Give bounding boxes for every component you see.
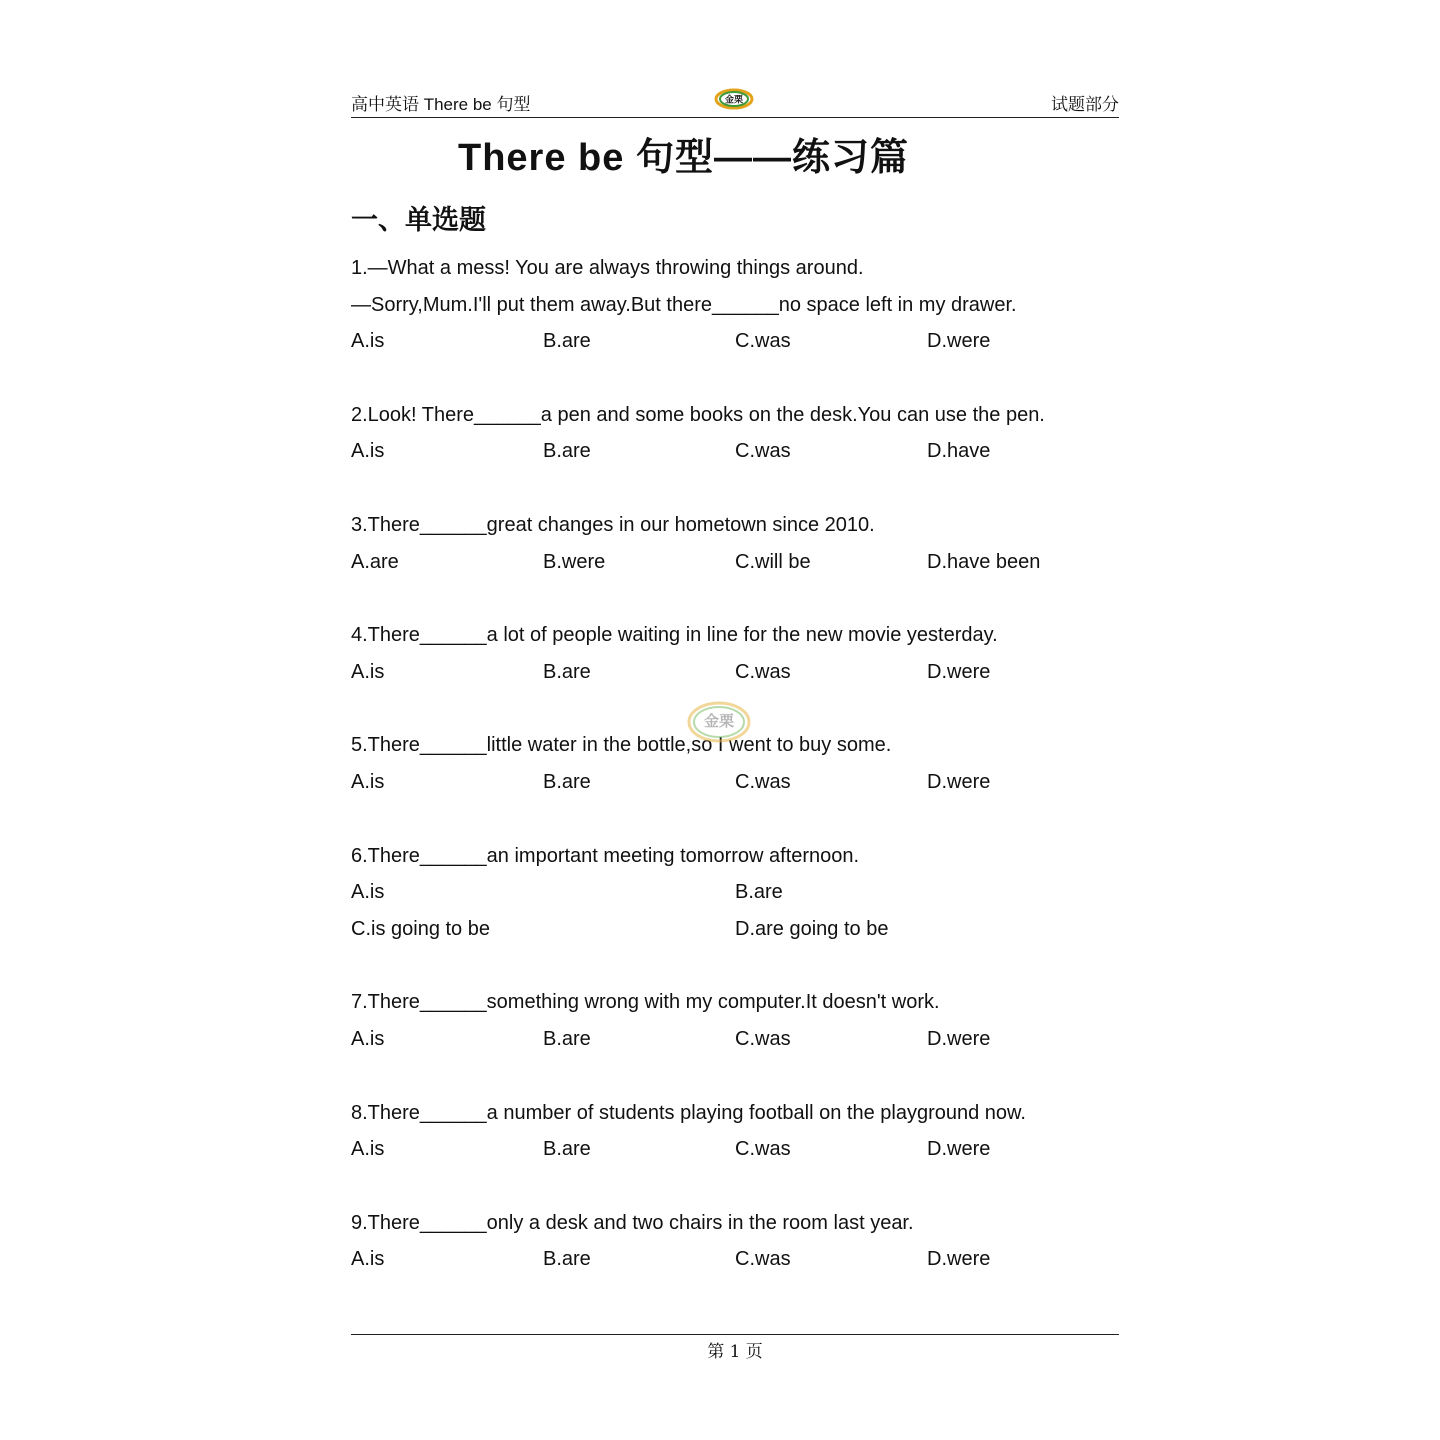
answer-option: A.is — [351, 1138, 385, 1161]
answer-options — [351, 654, 1119, 691]
answer-options — [351, 1021, 1119, 1058]
answer-option: C.was — [735, 330, 791, 353]
watermark-logo-icon — [686, 700, 752, 744]
answer-option: D.have — [927, 440, 991, 463]
question-text: —Sorry,Mum.I'll put them away.But there______no space left in my drawer. — [351, 293, 1017, 316]
answer-option: C.is going to be — [351, 917, 490, 940]
answer-option: D.were — [927, 1248, 991, 1271]
answer-option: B.are — [543, 1027, 591, 1050]
answer-option: A.is — [351, 330, 385, 353]
document-page — [351, 80, 1119, 1271]
question-item — [351, 1095, 1119, 1168]
footer-divider — [351, 1334, 1119, 1335]
answer-option: D.were — [927, 1027, 991, 1050]
answer-option: A.is — [351, 1027, 385, 1050]
answer-option: B.are — [543, 1138, 591, 1161]
question-text: 9.There______only a desk and two chairs in the room last year. — [351, 1211, 914, 1234]
question-text: 1.—What a mess! You are always throwing things around. — [351, 257, 864, 279]
page-title: There be 句型——练习篇 — [458, 137, 909, 179]
answer-options — [351, 1131, 1119, 1168]
answer-option: D.were — [927, 660, 991, 683]
answer-option: C.was — [735, 770, 791, 793]
answer-option: A.is — [351, 770, 385, 793]
question-item — [351, 838, 1119, 948]
svg-text:金栗: 金栗 — [703, 712, 735, 730]
answer-options — [351, 433, 1119, 470]
answer-option: C.was — [735, 440, 791, 463]
page-number: 第 1 页 — [707, 1342, 763, 1362]
question-text: 7.There______something wrong with my computer.It doesn't work. — [351, 991, 940, 1014]
answer-option: D.were — [927, 770, 991, 793]
answer-options — [351, 323, 1119, 360]
question-text: 8.There______a number of students playing football on the playground now. — [351, 1101, 1026, 1124]
answer-option: D.have been — [927, 550, 1041, 573]
answer-option: A.is — [351, 1248, 385, 1271]
question-text: 6.There______an important meeting tomorrow afternoon. — [351, 844, 860, 867]
answer-option: C.was — [735, 1248, 791, 1271]
question-item — [351, 507, 1119, 580]
answer-option: D.are going to be — [735, 917, 889, 940]
answer-option: D.were — [927, 1138, 991, 1161]
section-heading: 一、单选题 — [351, 205, 486, 236]
question-list — [351, 250, 1119, 1315]
question-item — [351, 984, 1119, 1057]
question-text: 5.There______little water in the bottle,so I went to buy some. — [351, 734, 892, 757]
answer-options — [351, 874, 1119, 911]
answer-option: C.was — [735, 1138, 791, 1161]
question-text: 3.There______great changes in our hometown since 2010. — [351, 513, 875, 536]
answer-option: C.was — [735, 1027, 791, 1050]
question-text: 2.Look! There______a pen and some books on the desk.You can use the pen. — [351, 403, 1045, 426]
answer-option: D.were — [927, 330, 991, 353]
answer-option: A.is — [351, 440, 385, 463]
header-course-title: 高中英语 There be 句型 — [351, 95, 531, 114]
answer-option: B.are — [735, 881, 783, 904]
answer-options — [351, 911, 1119, 948]
answer-option: B.are — [543, 1248, 591, 1271]
answer-options — [351, 764, 1119, 801]
answer-option: B.are — [543, 330, 591, 353]
svg-text:金栗: 金栗 — [724, 95, 744, 106]
answer-option: A.is — [351, 881, 385, 904]
question-text: 4.There______a lot of people waiting in line for the new movie yesterday. — [351, 624, 998, 647]
answer-options — [351, 1241, 1119, 1278]
answer-option: A.is — [351, 660, 385, 683]
answer-option: B.are — [543, 440, 591, 463]
answer-option: C.was — [735, 660, 791, 683]
answer-options — [351, 544, 1119, 581]
question-item — [351, 250, 1119, 360]
answer-option: B.were — [543, 550, 606, 573]
answer-option: C.will be — [735, 550, 811, 573]
question-item — [351, 617, 1119, 690]
question-item — [351, 397, 1119, 470]
answer-option: A.are — [351, 550, 399, 573]
header-section-label: 试题部分 — [1051, 95, 1119, 114]
answer-option: B.are — [543, 660, 591, 683]
answer-option: B.are — [543, 770, 591, 793]
page-header — [351, 80, 1119, 118]
brand-logo-icon — [714, 88, 754, 110]
question-item — [351, 1205, 1119, 1278]
